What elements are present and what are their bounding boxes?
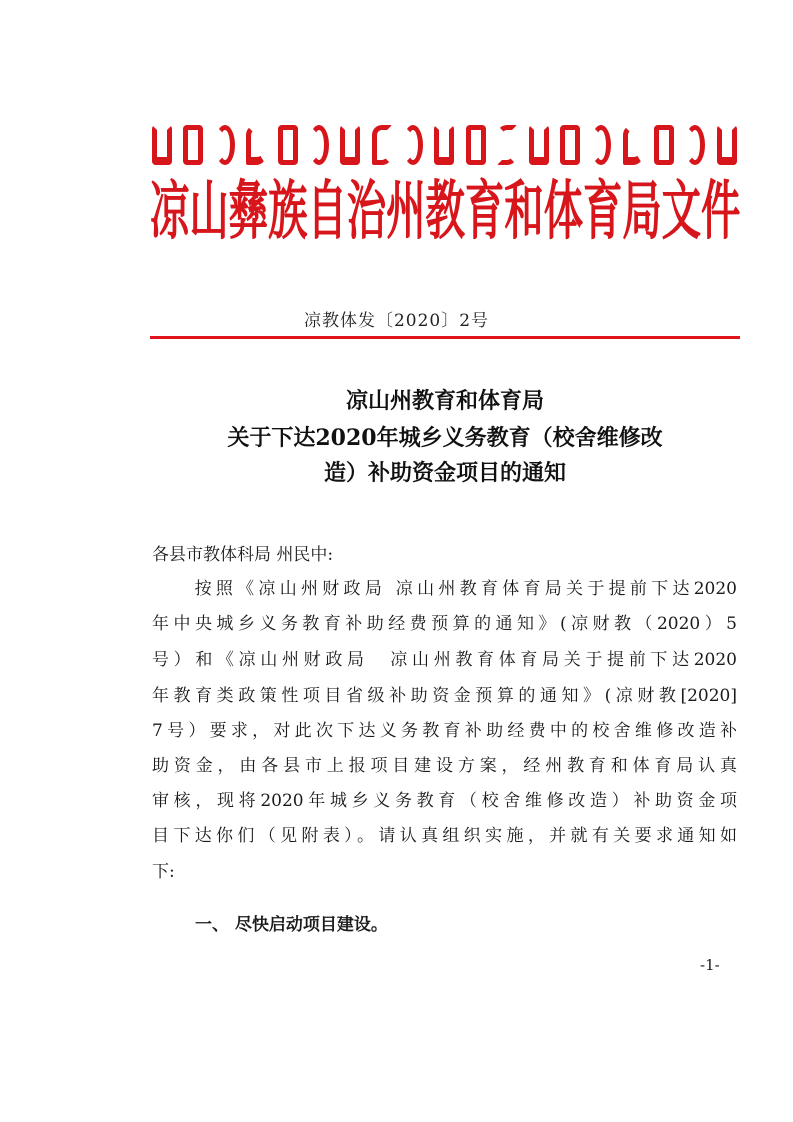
body-line: 下: xyxy=(152,862,175,882)
body-line: 助资金，由各县市上报项目建设方案，经州教育和体育局认真 xyxy=(152,756,737,776)
yi-script-header-logo xyxy=(152,122,737,168)
body-line: 按照《凉山州财政局 凉山州教育体育局关于提前下达2020 xyxy=(152,579,737,599)
body-line: 目下达你们（见附表）。请认真组织实施，并就有关要求通知如 xyxy=(152,826,737,846)
organization-header xyxy=(150,172,740,252)
title-line-1: 凉山州教育和体育局 xyxy=(345,388,544,414)
body-line: 年教育类政策性项目省级补助资金预算的通知》(凉财教[2020] xyxy=(152,686,737,706)
body-line: 号）和《凉山州财政局 凉山州教育体育局关于提前下达2020 xyxy=(152,650,737,670)
red-divider xyxy=(150,336,740,339)
body-line: 审核，现将2020年城乡义务教育（校舍维修改造）补助资金项 xyxy=(152,791,737,811)
addressee: 各县市教体科局 州民中: xyxy=(152,545,334,565)
body-line: 年中央城乡义务教育补助经费预算的通知》(凉财教（2020）5 xyxy=(152,614,737,634)
body-line: 7号）要求，对此次下达义务教育补助经费中的校舍维修改造补 xyxy=(152,721,737,741)
organization-name: 凉山彝族自治州教育和体育局文件 xyxy=(150,175,741,249)
title-line-3: 造）补助资金项目的通知 xyxy=(323,460,566,486)
section-heading: 一、 尽快启动项目建设。 xyxy=(195,915,388,935)
document-number: 凉教体发〔2020〕2号 xyxy=(303,311,490,331)
page-number: -1- xyxy=(700,956,720,974)
title-line-2: 关于下达2020年城乡义务教育（校舍维修改 xyxy=(227,425,663,451)
